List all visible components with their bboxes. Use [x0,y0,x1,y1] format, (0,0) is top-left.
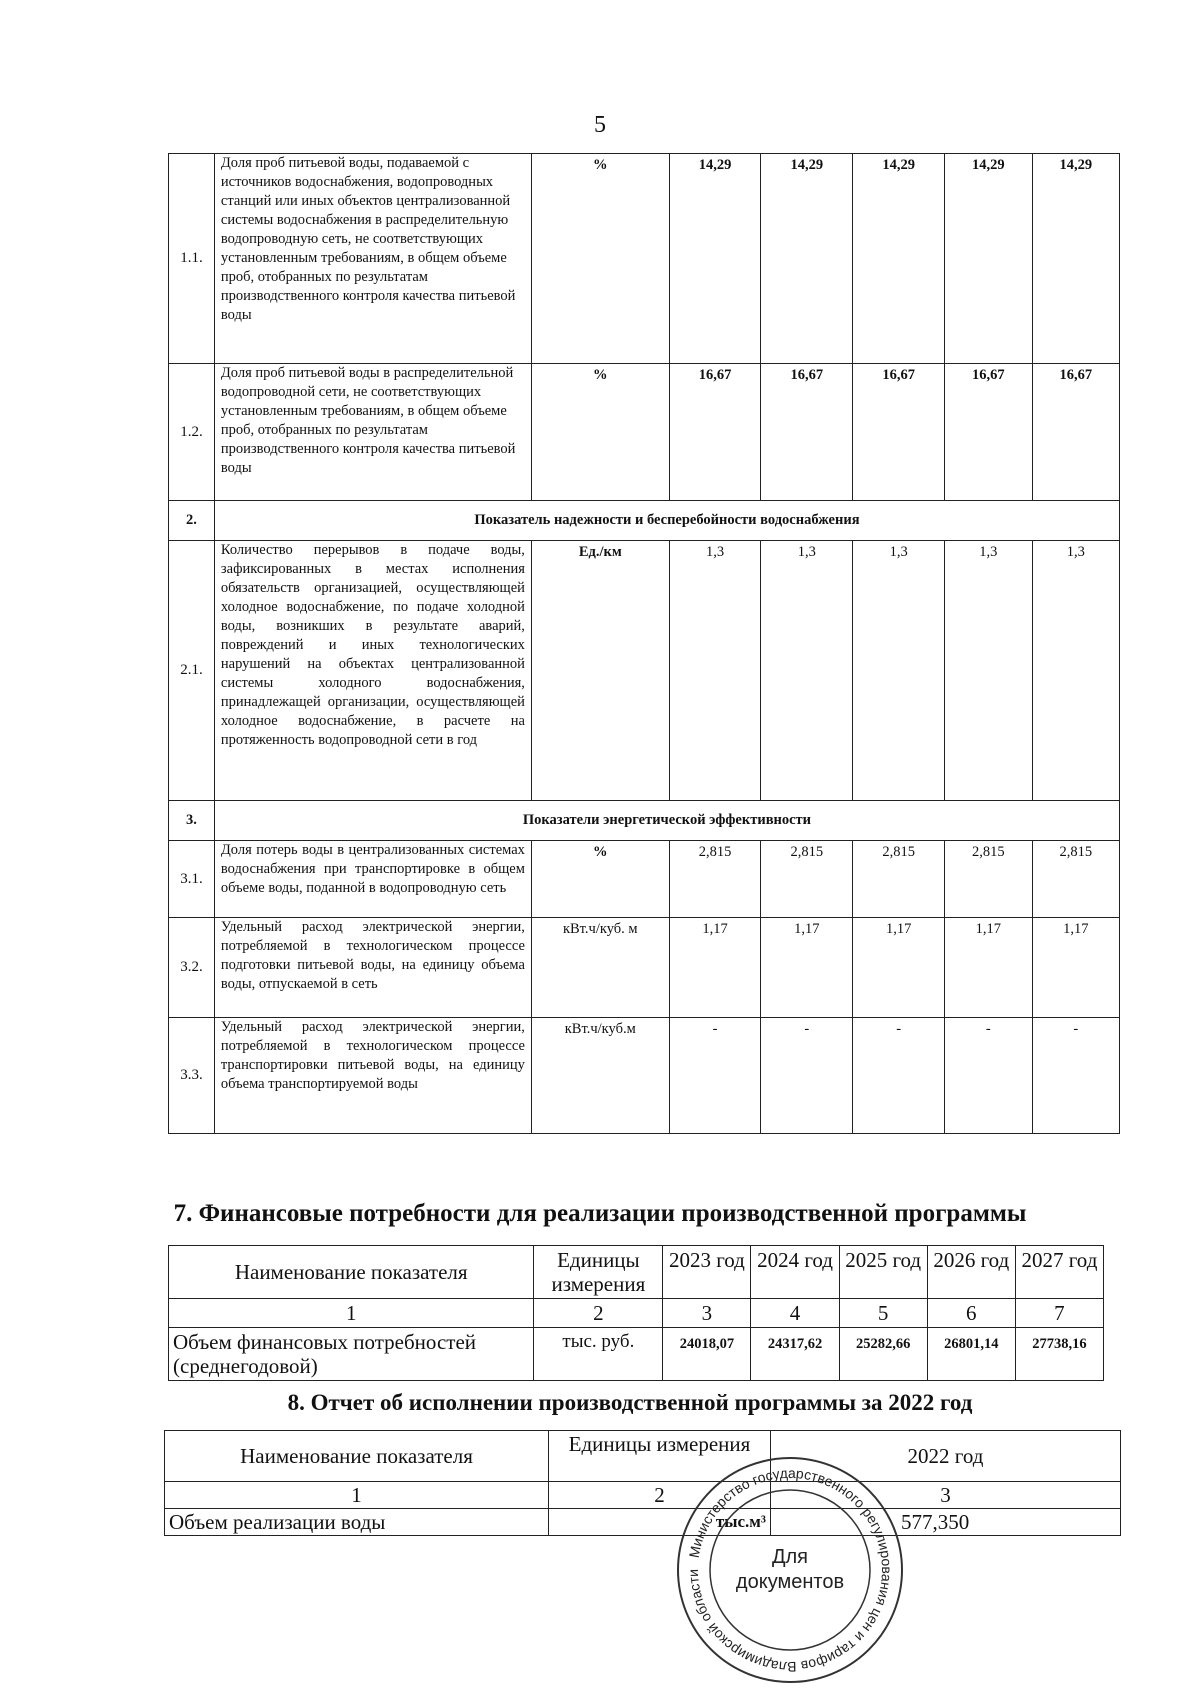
table-row [169,841,1120,918]
indicator-name: Объем финансовых потребностей (среднегодовой) [169,1328,534,1381]
row-number: 2.1. [169,541,215,801]
value-cell: 1,17 [853,918,945,1018]
section8-title: 8. Отчет об исполнении производственной программы за 2022 год [287,1390,973,1415]
value-cell: 2,815 [853,841,945,918]
table-row [169,364,1120,501]
stamp-ring-text: Министерство государственного регулирования цен и тарифов Владимирской области [684,1464,896,1676]
value-cell: 1,3 [853,541,945,801]
table-row [169,918,1120,1018]
value-cell: - [1032,1018,1120,1134]
value-cell: - [761,1018,853,1134]
value-cell: 1,17 [945,918,1032,1018]
value-cell: 14,29 [761,154,853,364]
header-cell: 2027 год [1015,1246,1103,1299]
column-number: 3 [663,1299,751,1328]
row-number: 3.2. [169,918,215,1018]
column-number: 1 [169,1299,534,1328]
header-cell: Единицы измерения [549,1431,771,1482]
section-row [169,501,1120,541]
execution-report-table [164,1430,1121,1536]
table-row [169,1328,1104,1381]
section7-title: 7. Финансовые потребности для реализации производственной программы [173,1200,1027,1227]
value-cell: 1,17 [761,918,853,1018]
ministry-stamp [670,1450,910,1690]
header-cell: Наименование показателя [165,1431,549,1482]
value-cell: 24018,07 [663,1328,751,1381]
table-row [169,541,1120,801]
value-cell: 1,3 [761,541,853,801]
column-number: 4 [751,1299,839,1328]
stamp-inner-ring [710,1490,870,1650]
header-cell: 2025 год [839,1246,927,1299]
table-header-row [165,1431,1121,1482]
indicator-description: Доля проб питьевой воды, подаваемой с источников водоснабжения, водопроводных станций или иных объектов централизованной системы водоснабжения в распределительную водопроводную сеть, не соответствующих установленным требованиям, в общем объеме проб, отобранных по результатам производственного контроля качества питьевой воды [214,154,531,364]
value-cell: 16,67 [945,364,1032,501]
column-number: 6 [927,1299,1015,1328]
unit-cell: тыс. руб. [534,1328,663,1381]
value-cell: 1,3 [669,541,761,801]
value-cell: 27738,16 [1015,1328,1103,1381]
section-number: 3. [169,801,215,841]
table-row [169,1018,1120,1134]
stamp-center-line: Для [771,1546,809,1568]
table-row [165,1509,1121,1536]
unit-cell: Ед./км [531,541,669,801]
value-cell: 577,350 [771,1509,1121,1536]
unit-cell: % [531,841,669,918]
indicator-name: Объем реализации воды [165,1509,549,1536]
value-cell: 16,67 [1032,364,1120,501]
column-number: 3 [771,1482,1121,1509]
value-cell: 1,17 [1032,918,1120,1018]
header-cell: 2026 год [927,1246,1015,1299]
unit-cell: кВт.ч/куб.м [531,1018,669,1134]
indicator-description: Удельный расход электрической энергии, потребляемой в технологическом процессе подготовки питьевой воды, на единицу объема воды, отпускаемой в сеть [214,918,531,1018]
row-number: 1.2. [169,364,215,501]
header-cell: 2022 год [771,1431,1121,1482]
section-title: Показатели энергетической эффективности [214,801,1119,841]
indicator-description: Количество перерывов в подаче воды, зафиксированных в местах исполнения обязательств организацией, осуществляющей холодное водоснабжение, по подаче холодной воды, возникших в результате аварий, повреждений и иных технологических нарушений на объектах централизованной системы холодного водоснабжения, принадлежащей организации, осуществляющей холодное водоснабжение, в расчете на протяженность водопроводной сети в год [214,541,531,801]
stamp-outer-ring [678,1458,902,1682]
value-cell: 2,815 [1032,841,1120,918]
header-cell: Наименование показателя [169,1246,534,1299]
section-row [169,801,1120,841]
value-cell: 14,29 [1032,154,1120,364]
row-number: 1.1. [169,154,215,364]
page-number: 5 [594,112,606,138]
table-header-row [169,1246,1104,1299]
table-row [169,154,1120,364]
value-cell: 25282,66 [839,1328,927,1381]
value-cell: 16,67 [669,364,761,501]
value-cell: - [853,1018,945,1134]
value-cell: 1,17 [669,918,761,1018]
header-cell: Единицы измерения [534,1246,663,1299]
value-cell: 14,29 [669,154,761,364]
column-number: 2 [534,1299,663,1328]
stamp-center-line: документов [735,1571,845,1593]
section-title: Показатель надежности и бесперебойности водоснабжения [214,501,1119,541]
column-number-row [169,1299,1104,1328]
row-number: 3.1. [169,841,215,918]
value-cell: 26801,14 [927,1328,1015,1381]
unit-cell: тыс.м³ [549,1509,771,1536]
row-number: 3.3. [169,1018,215,1134]
column-number: 7 [1015,1299,1103,1328]
column-number: 5 [839,1299,927,1328]
value-cell: 1,3 [1032,541,1120,801]
unit-cell: кВт.ч/куб. м [531,918,669,1018]
value-cell: 2,815 [945,841,1032,918]
unit-cell: % [531,364,669,501]
value-cell: 2,815 [761,841,853,918]
financial-needs-table [168,1245,1104,1381]
value-cell: - [945,1018,1032,1134]
value-cell: 24317,62 [751,1328,839,1381]
unit-cell: % [531,154,669,364]
header-cell: 2023 год [663,1246,751,1299]
indicator-description: Удельный расход электрической энергии, потребляемой в технологическом процессе транспортировки питьевой воды, на единицу объема транспортируемой воды [214,1018,531,1134]
indicator-description: Доля проб питьевой воды в распределительной водопроводной сети, не соответствующих установленным требованиям, в общем объеме проб, отобранных по результатам производственного контроля качества питьевой воды [214,364,531,501]
section-number: 2. [169,501,215,541]
column-number-row [165,1482,1121,1509]
value-cell: 14,29 [945,154,1032,364]
indicators-table [168,153,1120,1134]
column-number: 2 [549,1482,771,1509]
column-number: 1 [165,1482,549,1509]
value-cell: 2,815 [669,841,761,918]
value-cell: 16,67 [853,364,945,501]
value-cell: 1,3 [945,541,1032,801]
value-cell: - [669,1018,761,1134]
value-cell: 16,67 [761,364,853,501]
indicator-description: Доля потерь воды в централизованных системах водоснабжения при транспортировке в общем объеме воды, поданной в водопроводную сеть [214,841,531,918]
header-cell: 2024 год [751,1246,839,1299]
value-cell: 14,29 [853,154,945,364]
